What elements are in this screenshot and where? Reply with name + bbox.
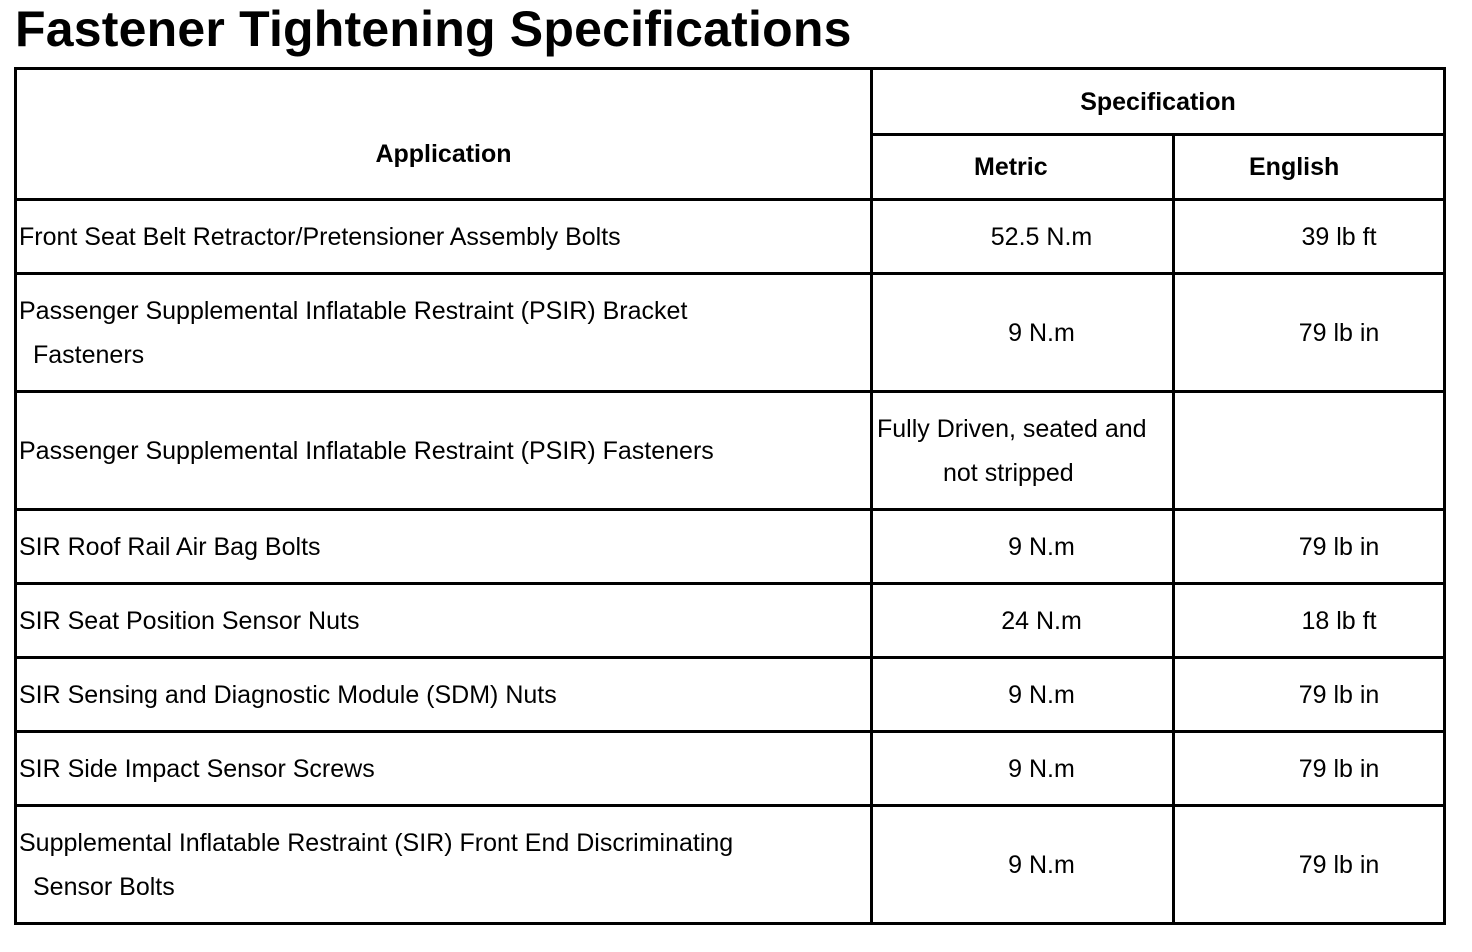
- header-row-top: [16, 69, 1445, 135]
- english-cell: [1174, 732, 1445, 806]
- metric-value: 9 N.m: [1008, 680, 1075, 709]
- metric-cell: [872, 806, 1174, 924]
- english-cell: [1174, 806, 1445, 924]
- english-value: 79 lb in: [1298, 680, 1380, 709]
- application-cell: [16, 658, 872, 732]
- specification-header-label: Specification: [1080, 87, 1236, 116]
- application-text: Front Seat Belt Retractor/Pretensioner Assembly Bolts: [19, 222, 621, 251]
- metric-cell: [872, 510, 1174, 584]
- english-value: 79 lb in: [1298, 754, 1380, 783]
- table-row: [16, 732, 1445, 806]
- application-text: Passenger Supplemental Inflatable Restraint (PSIR) Bracket: [19, 296, 688, 325]
- metric-header-label: Metric: [974, 153, 1048, 181]
- application-text-continued: Fasteners: [33, 340, 145, 369]
- application-text-continued: Sensor Bolts: [33, 872, 175, 901]
- metric-cell: [872, 200, 1174, 274]
- english-cell: [1174, 200, 1445, 274]
- metric-header: [872, 135, 1174, 200]
- english-cell: [1174, 510, 1445, 584]
- metric-value: Fully Driven, seated and: [877, 414, 1147, 443]
- application-cell: [16, 392, 872, 510]
- application-text: SIR Sensing and Diagnostic Module (SDM) Nuts: [19, 680, 557, 709]
- english-value: 18 lb ft: [1301, 606, 1377, 635]
- english-value: 39 lb ft: [1301, 222, 1377, 251]
- page-title: Fastener Tightening Specifications: [15, 1, 852, 57]
- metric-value: 24 N.m: [1001, 606, 1082, 635]
- english-cell: [1174, 392, 1445, 510]
- metric-cell: [872, 392, 1174, 510]
- table-row: [16, 584, 1445, 658]
- application-header-label: Application: [375, 140, 512, 168]
- table-row: [16, 806, 1445, 924]
- metric-value-continued: not stripped: [943, 458, 1074, 487]
- metric-value: 9 N.m: [1008, 754, 1075, 783]
- application-text: Supplemental Inflatable Restraint (SIR) Front End Discriminating: [19, 828, 734, 857]
- specification-header: [872, 69, 1445, 135]
- english-cell: [1174, 658, 1445, 732]
- application-text: SIR Seat Position Sensor Nuts: [19, 606, 360, 635]
- application-cell: [16, 274, 872, 392]
- metric-value: 52.5 N.m: [990, 222, 1093, 251]
- metric-value: 9 N.m: [1008, 850, 1075, 879]
- english-cell: [1174, 274, 1445, 392]
- application-header: [16, 69, 872, 200]
- metric-value: 9 N.m: [1008, 318, 1075, 347]
- application-cell: [16, 510, 872, 584]
- english-header-label: English: [1249, 153, 1340, 181]
- table-row: [16, 658, 1445, 732]
- application-cell: [16, 200, 872, 274]
- english-value: 79 lb in: [1298, 850, 1380, 879]
- application-cell: [16, 584, 872, 658]
- application-text: Passenger Supplemental Inflatable Restraint (PSIR) Fasteners: [19, 436, 714, 465]
- english-cell: [1174, 584, 1445, 658]
- table-row: [16, 200, 1445, 274]
- application-text: SIR Side Impact Sensor Screws: [19, 754, 375, 783]
- english-value: 79 lb in: [1298, 532, 1380, 561]
- metric-cell: [872, 584, 1174, 658]
- metric-cell: [872, 658, 1174, 732]
- fastener-spec-table: [14, 67, 1446, 925]
- english-header: [1174, 135, 1445, 200]
- application-cell: [16, 732, 872, 806]
- application-cell: [16, 806, 872, 924]
- table-row: [16, 274, 1445, 392]
- metric-cell: [872, 274, 1174, 392]
- metric-value: 9 N.m: [1008, 532, 1075, 561]
- metric-cell: [872, 732, 1174, 806]
- english-value: 79 lb in: [1298, 318, 1380, 347]
- application-text: SIR Roof Rail Air Bag Bolts: [19, 532, 321, 561]
- table-row: [16, 392, 1445, 510]
- table-row: [16, 510, 1445, 584]
